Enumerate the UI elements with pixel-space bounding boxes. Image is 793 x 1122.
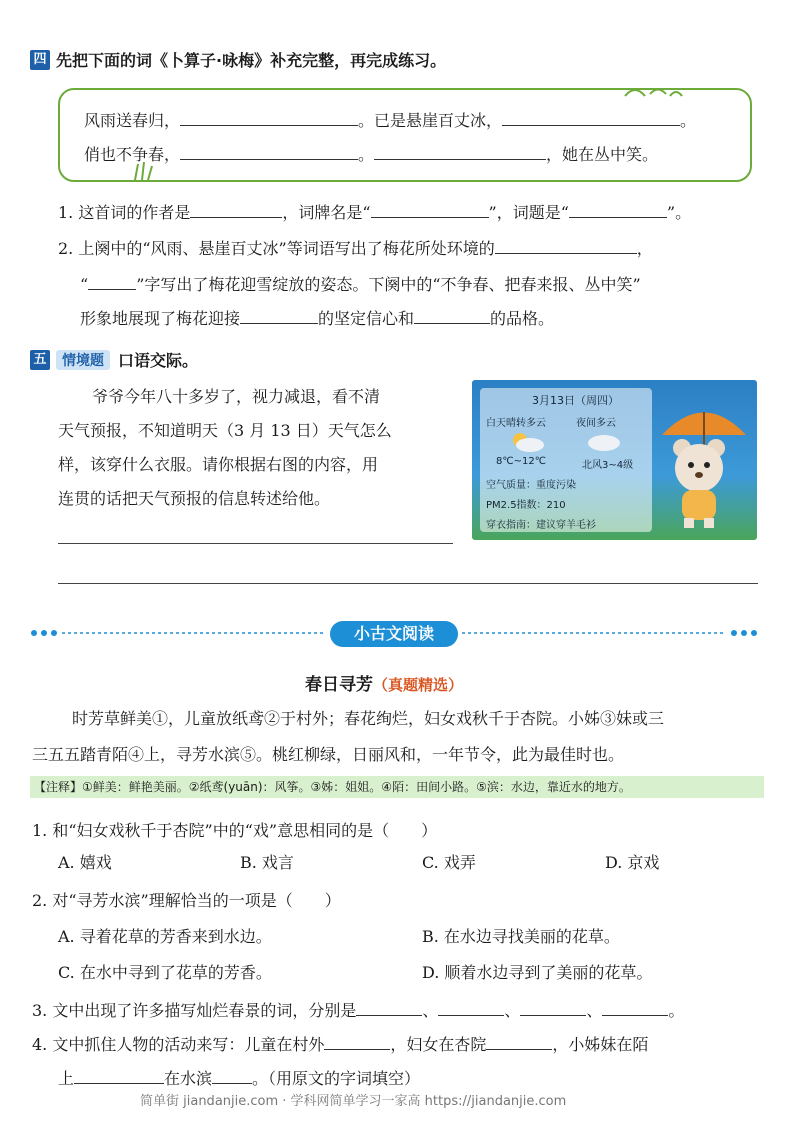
fill-blank[interactable]: [520, 999, 586, 1016]
answer-line[interactable]: [58, 583, 758, 584]
question-text: ，: [636, 239, 653, 258]
weather-air: 空气质量：重度污染: [486, 480, 576, 491]
option-d[interactable]: D. 顺着水边寻到了美丽的花草。: [422, 963, 653, 982]
option-c[interactable]: C. 戏弄: [422, 853, 476, 872]
bird-decoration-icon: [620, 78, 710, 102]
question-text: 形象地展现了梅花迎接: [80, 309, 241, 328]
option-d[interactable]: D. 京戏: [605, 853, 660, 872]
question-text: ”字写出了梅花迎雪绽放的姿态。下阕中的“不争春、把春来报、丛中笑”: [136, 275, 641, 294]
option-a[interactable]: A. 寻着花草的芳香来到水边。: [58, 927, 272, 946]
poem-line-2: [84, 142, 658, 165]
section4-title: 先把下面的词《卜算子·咏梅》补充完整，再完成练习。: [56, 51, 447, 70]
weather-night: 夜间多云: [576, 418, 616, 429]
question-text: ，小姊妹在陌: [552, 1035, 649, 1054]
question-text: ，妇女在杏院: [390, 1035, 487, 1054]
reading-q3: [32, 998, 684, 1021]
poem-box: [58, 88, 752, 182]
fill-blank[interactable]: [356, 999, 422, 1016]
weather-cloud-icon: [502, 430, 632, 454]
answer-line[interactable]: [58, 543, 453, 544]
question-text: 在水滨: [164, 1069, 213, 1088]
section4-question-1: [58, 200, 691, 223]
poem-text: ，她在丛中笑。: [546, 145, 659, 164]
option-b[interactable]: B. 在水边寻找美丽的花草。: [422, 927, 620, 946]
reading-title-block: [305, 670, 463, 695]
question-text: 、: [422, 1001, 439, 1020]
option-c[interactable]: C. 在水中寻到了花草的芳香。: [58, 963, 272, 982]
reading-q2-stem: 2. 对“寻芳水滨”理解恰当的一项是（ ）: [32, 891, 341, 910]
fill-blank[interactable]: [438, 999, 504, 1016]
reading-q4-line1: [32, 1032, 648, 1055]
reading-divider-title: 小古文阅读: [330, 621, 458, 647]
question-text: 1. 这首词的作者是: [58, 203, 191, 222]
section5-number: 五: [30, 350, 50, 370]
fill-blank[interactable]: [569, 201, 667, 218]
question-text: 。（用原文的字词填空）: [252, 1069, 421, 1088]
poem-text: 俏也不争春，: [84, 145, 181, 164]
weather-day: 白天晴转多云: [486, 418, 546, 429]
section5-title: 口语交际。: [118, 351, 199, 370]
section4-question-2-line1: [58, 236, 653, 259]
poem-text: 。: [358, 145, 375, 164]
question-text: 2. 上阕中的“风雨、悬崖百丈冰”等词语写出了梅花所处环境的: [58, 239, 495, 258]
section4-question-2-line2: [80, 272, 641, 295]
section4-number: 四: [30, 50, 50, 70]
question-text: 、: [586, 1001, 603, 1020]
weather-pm: PM2.5指数：210: [486, 500, 566, 511]
option-b[interactable]: B. 戏言: [240, 853, 294, 872]
weather-date: 3月13日（周四）: [532, 394, 619, 407]
fill-blank[interactable]: [374, 143, 546, 160]
fill-blank[interactable]: [180, 143, 358, 160]
question-text: 3. 文中出现了许多描写灿烂春景的词，分别是: [32, 1001, 357, 1020]
question-text: ”。: [666, 203, 692, 222]
fill-blank[interactable]: [495, 237, 637, 254]
question-text: 。: [668, 1001, 685, 1020]
fill-blank[interactable]: [74, 1067, 164, 1084]
reading-q4-line2: [58, 1066, 420, 1089]
section5-text-line: 天气预报，不知道明天（3 月 13 日）天气怎么: [58, 421, 392, 440]
fill-blank[interactable]: [190, 201, 282, 218]
question-text: ，词牌名是“: [282, 203, 371, 222]
question-text: 的品格。: [490, 309, 555, 328]
poem-text: 。已是悬崖百丈冰，: [358, 111, 503, 130]
poem-line-1: [84, 108, 696, 131]
weather-wind: 北风3~4级: [582, 460, 634, 471]
weather-forecast-image: [472, 380, 757, 540]
section5-text-line: 连贯的话把天气预报的信息转述给他。: [58, 489, 331, 508]
reading-title: 春日寻芳: [305, 675, 373, 695]
fill-blank[interactable]: [324, 1033, 390, 1050]
fill-blank[interactable]: [414, 307, 490, 324]
reading-q1-stem: 1. 和“妇女戏秋千于杏院”中的“戏”意思相同的是（ ）: [32, 821, 438, 840]
fill-blank[interactable]: [371, 201, 489, 218]
fill-blank[interactable]: [180, 109, 358, 126]
weather-dress: 穿衣指南：建议穿羊毛衫: [486, 520, 596, 531]
fill-blank[interactable]: [602, 999, 668, 1016]
fill-blank[interactable]: [212, 1067, 252, 1084]
reading-paragraph-line: 时芳草鲜美①，儿童放纸鸢②于村外；春花绚烂，妇女戏秋千于杏院。小姊③妹或三: [72, 709, 665, 728]
section5-text-line: 样，该穿什么衣服。请你根据右图的内容，用: [58, 455, 379, 474]
fill-blank[interactable]: [486, 1033, 552, 1050]
question-text: “: [80, 275, 89, 294]
reading-paragraph-line: 三五五踏青陌④上，寻芳水滨⑤。桃红柳绿，日丽风和，一年节令，此为最佳时也。: [32, 745, 625, 764]
section5-text-line: 爷爷今年八十多岁了，视力减退，看不清: [92, 387, 381, 406]
fill-blank[interactable]: [502, 109, 680, 126]
annotation-bar: 【注释】①鲜美：鲜艳美丽。②纸鸢(yuān)：风筝。③姊：姐姐。④陌：田间小路。⑤滨：水边，靠近水的地方。: [30, 776, 764, 798]
fill-blank[interactable]: [88, 273, 136, 290]
option-a[interactable]: A. 嬉戏: [58, 853, 112, 872]
question-text: ”，词题是“: [488, 203, 569, 222]
reading-subtitle: （真题精选）: [373, 676, 464, 694]
scenario-tag: 情境题: [56, 350, 110, 370]
section5-header: [30, 348, 198, 371]
fill-blank[interactable]: [240, 307, 318, 324]
question-text: 、: [504, 1001, 521, 1020]
question-text: 上: [58, 1069, 75, 1088]
question-text: 的坚定信心和: [318, 309, 415, 328]
section4-header: [30, 48, 446, 71]
poem-text: 。: [680, 111, 697, 130]
section4-question-2-line3: [80, 306, 554, 329]
weather-temp: 8℃~12℃: [496, 456, 546, 467]
poem-text: 风雨送春归，: [84, 111, 181, 130]
bear-umbrella-icon: [654, 390, 754, 535]
question-text: 4. 文中抓住人物的活动来写：儿童在村外: [32, 1035, 325, 1054]
watermark-footer: 简单街 jiandanjie.com · 学科网简单学习一家高 https://jiandanjie.com: [140, 1094, 567, 1109]
